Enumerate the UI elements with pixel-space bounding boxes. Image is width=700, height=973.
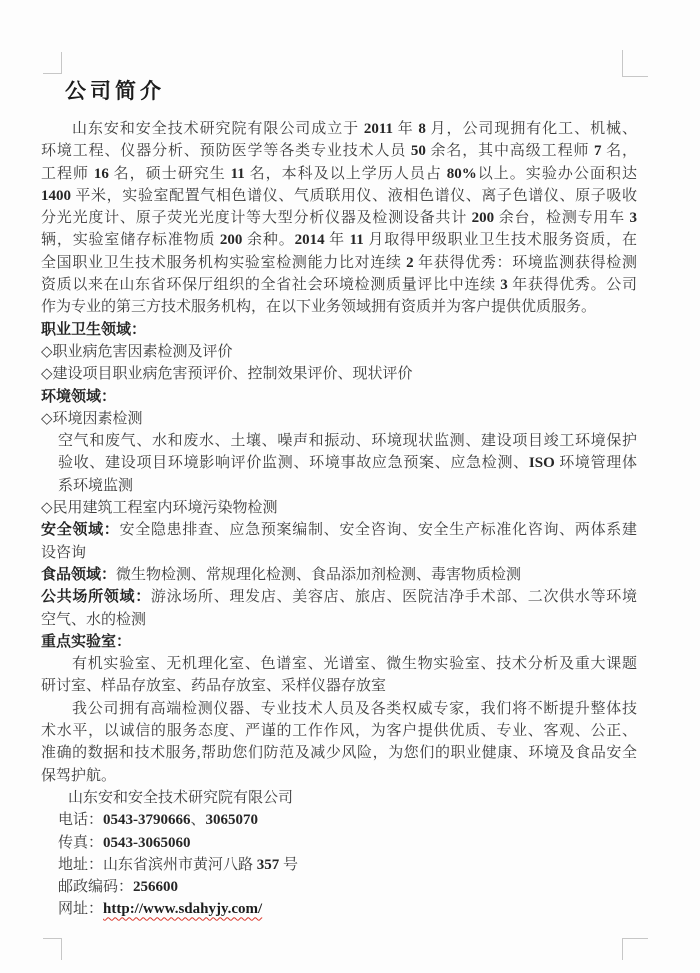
text-run: 食品领域： (41, 566, 117, 583)
text-run: 200 (471, 210, 495, 227)
text-run: 设咨询 (41, 544, 87, 561)
doc-line (41, 140, 637, 162)
text-run: 环境工程、仪器分析、预防医学等各类专业技术人员 (41, 143, 411, 160)
doc-line (41, 430, 637, 452)
text-run: 有机实验室、无机理化室、色谱室、光谱室、微生物实验室、技术分析及重大课题 (72, 656, 637, 673)
doc-line (41, 452, 637, 474)
text-run: 环境领域： (41, 388, 117, 405)
text-run: 传真： (58, 834, 104, 851)
doc-line (41, 653, 637, 675)
text-run: 辆，实验室储存标准物质 (41, 232, 220, 249)
doc-line (41, 229, 637, 251)
doc-line (41, 675, 637, 697)
text-run: 年 (393, 121, 419, 137)
text-run: 地址：山东省滨州市黄河八路 (58, 856, 257, 873)
text-run: 以上。实验办公面积达 (476, 165, 637, 182)
text-run: 1400 (41, 187, 71, 204)
text-run: 安全领域： (41, 522, 120, 539)
text-run: 我公司拥有高端检测仪器、专业技术人员及各类权威专家，我们将不断提升整体技 (72, 700, 637, 717)
doc-line (41, 542, 637, 564)
doc-line (41, 296, 637, 318)
text-run: 工程师 (41, 165, 94, 182)
doc-line (41, 854, 637, 876)
text-run: 年获得优秀。公司 (507, 277, 637, 294)
text-run: 环境管理体 (554, 455, 637, 472)
text-run: 、 (190, 812, 206, 829)
text-run: 11 (230, 165, 245, 182)
text-run: 术水平，以诚信的服务态度、严谨的工作作风，为客户提供优质、专业、客观、公正、 (41, 723, 637, 740)
doc-line (41, 252, 637, 274)
text-run: 空气、水的检测 (41, 611, 147, 628)
doc-line (41, 698, 637, 720)
text-run: ◇环境因素检测 (41, 410, 143, 427)
text-run: 作为专业的第三方技术服务机构，在以下业务领域拥有资质并为客户提供优质服务。 (41, 299, 597, 316)
text-run: ◇民用建筑工程室内环境污染物检测 (41, 500, 278, 517)
text-run: 验收、建设项目环境影响评价监测、环境事故应急预案、应急检测、 (58, 455, 529, 472)
text-run: 资质以来在山东省环保厅组织的全省社会环境检测质量评比中连续 (41, 277, 501, 294)
text-run: 月，公司现拥有化工、机械、 (425, 121, 637, 137)
text-run: 2014 (294, 232, 325, 249)
doc-line (41, 363, 637, 385)
margin-mark-bottom-right (622, 938, 648, 960)
text-run: ◇建设项目职业病危害预评价、控制效果评价、现状评价 (41, 366, 413, 383)
document-body (41, 118, 637, 921)
doc-line (41, 207, 637, 229)
doc-line (41, 742, 637, 764)
text-run: 号 (279, 856, 299, 873)
text-run: 月取得甲级职业卫生技术服务资质，在 (363, 232, 637, 249)
text-run: 分光光度计、原子荧光光度计等大型分析仪器及检测设备共计 (41, 210, 472, 227)
margin-mark-top-right (622, 50, 648, 77)
text-run: 名， (601, 143, 637, 160)
margin-mark-top-left (43, 52, 62, 74)
text-run: 系环境监测 (58, 477, 134, 494)
text-run: ◇职业病危害因素检测及评价 (41, 343, 233, 360)
text-run: ISO (528, 455, 555, 472)
text-run: 名，硕士研究生 (108, 165, 231, 182)
doc-line (41, 832, 637, 854)
text-run: 7 (593, 143, 602, 160)
text-run: 80% (446, 165, 477, 182)
text-run: 余台，检测专用车 (494, 210, 630, 227)
doc-line (41, 631, 637, 653)
doc-line (41, 876, 637, 898)
text-run: 8 (418, 121, 426, 137)
text-run: 0543-3790666 (103, 812, 191, 829)
text-run: 余名，其中高级工程师 (425, 143, 594, 160)
doc-line (41, 185, 637, 207)
text-run: 2 (406, 254, 414, 271)
doc-line (41, 765, 637, 787)
doc-line (41, 609, 637, 631)
text-run: 256600 (133, 879, 179, 896)
document-content (41, 78, 637, 921)
doc-line (41, 341, 637, 363)
text-run: 山东安和安全技术研究院有限公司成立于 (72, 121, 364, 137)
margin-mark-bottom-left (43, 938, 62, 960)
text-run: 邮政编码： (58, 879, 134, 896)
text-run: 公共场所领域： (41, 589, 151, 606)
text-run: 3 (629, 210, 637, 227)
text-run: 全国职业卫生技术服务机构实验室检测能力比对连续 (41, 254, 407, 271)
text-run: 名，本科及以上学历人员占 (244, 165, 447, 182)
doc-line (41, 898, 637, 920)
text-run: 50 (410, 143, 426, 160)
text-run: 11 (349, 232, 364, 249)
text-run: 保驾护航。 (41, 767, 117, 784)
doc-line (41, 386, 637, 408)
text-run: 3065070 (205, 812, 259, 829)
doc-line (41, 809, 637, 831)
website-url[interactable]: http://www.sdahyjy.com/ (103, 901, 263, 918)
doc-line (41, 475, 637, 497)
doc-line (41, 408, 637, 430)
text-run: 357 (256, 856, 280, 873)
text-run: 年获得优秀：环境监测获得检测 (413, 254, 637, 271)
text-run: 重点实验室： (41, 633, 132, 650)
text-run: 空气和废气、水和废水、土壤、噪声和振动、环境现状监测、建设项目竣工环境保护 (58, 433, 637, 450)
doc-line (41, 787, 637, 809)
text-run: 研讨室、样品存放室、药品存放室、采样仪器存放室 (41, 678, 387, 695)
text-run: 年 (324, 232, 350, 249)
doc-line (41, 564, 637, 586)
doc-line (41, 118, 637, 140)
text-run: 平米，实验室配置气相色谱仪、气质联用仪、液相色谱仪、离子色谱仪、原子吸收 (71, 187, 637, 204)
text-run: 16 (93, 165, 109, 182)
text-run: 3 (500, 277, 508, 294)
doc-line (41, 519, 637, 541)
text-run: 微生物检测、常规理化检测、食品添加剂检测、毒害物质检测 (116, 566, 522, 583)
text-run: 安全隐患排查、应急预案编制、安全咨询、安全生产标准化咨询、两体系建 (119, 522, 637, 539)
doc-line (41, 319, 637, 341)
text-run: 网址： (58, 901, 104, 918)
text-run: 余种。 (242, 232, 295, 249)
doc-line (41, 586, 637, 608)
doc-line (41, 720, 637, 742)
doc-line (41, 274, 637, 296)
text-run: 职业卫生领域： (41, 321, 147, 338)
doc-line (41, 497, 637, 519)
text-run: 山东安和安全技术研究院有限公司 (68, 789, 294, 806)
doc-line (41, 163, 637, 185)
text-run: 游泳场所、理发店、美容店、旅店、医院洁净手术部、二次供水等环境 (150, 589, 637, 606)
text-run: 准确的数据和技术服务,帮助您们防范及减少风险，为您们的职业健康、环境及食品安全 (41, 745, 637, 762)
text-run: 200 (219, 232, 243, 249)
text-run: 2011 (363, 121, 393, 137)
text-run: 电话： (58, 812, 104, 829)
text-run: 0543-3065060 (103, 834, 191, 851)
document-title: 公司简介 (65, 79, 165, 103)
